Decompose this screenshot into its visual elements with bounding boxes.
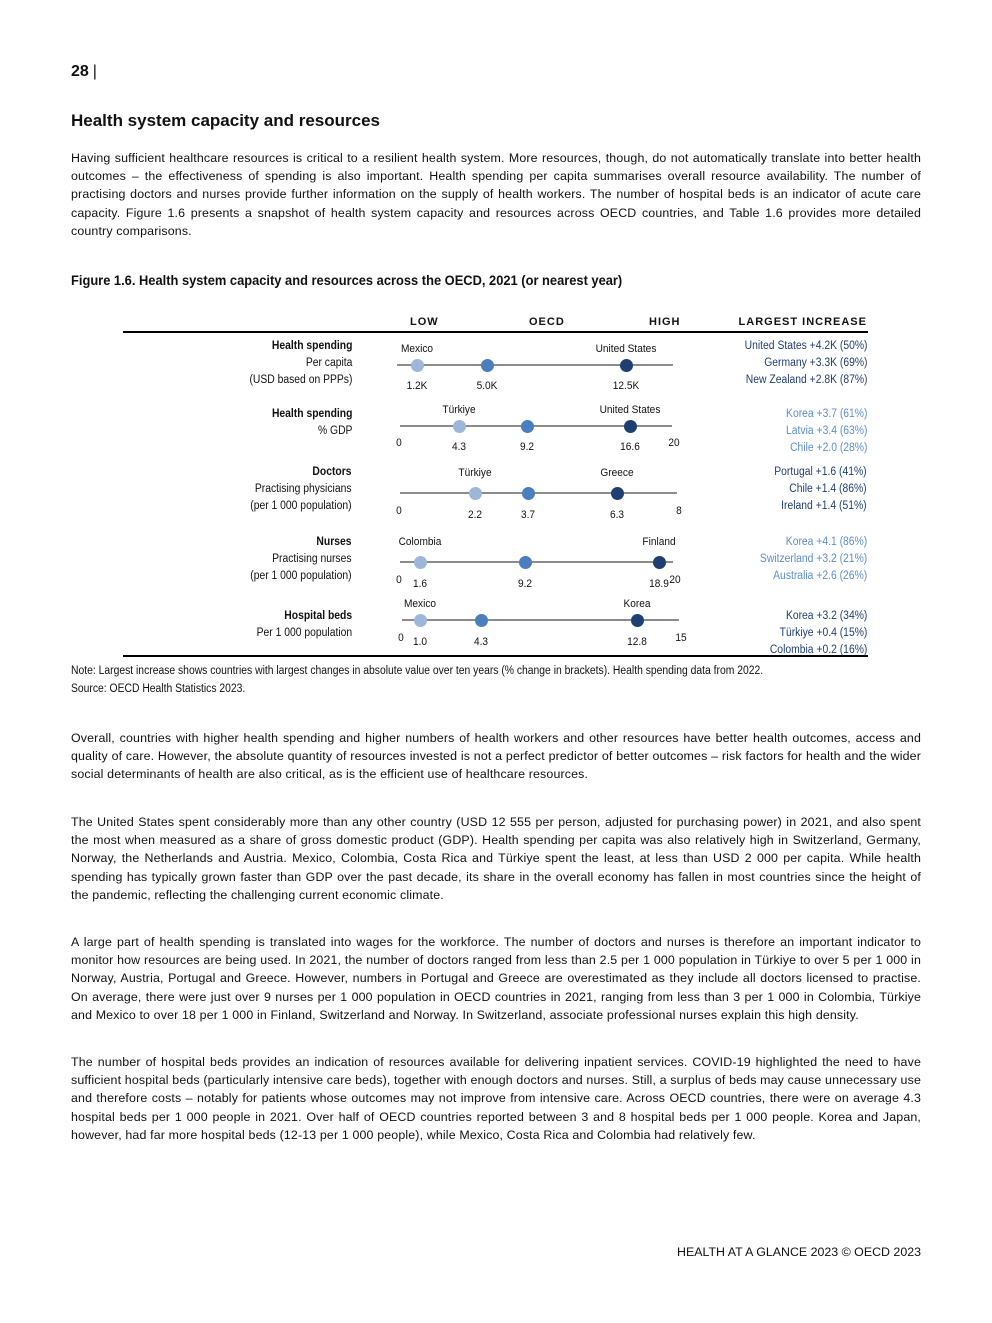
figure-source: Source: OECD Health Statistics 2023. [71,683,246,695]
header-oecd: OECD [529,316,565,328]
largest-increase-list [744,338,867,389]
axis-min-label: 0 [398,632,404,644]
body-paragraph-1: Overall, countries with higher health spending and higher numbers of health workers and other resources have better health outcomes, access and quality of care. However, the absolute quantity of resources invested is not a perfect predictor of better outcomes – risk factors for health and the wider social determinants of health are also critical, as is the efficient use of healthcare resources. [71,731,921,782]
indicator-name: Health spending [271,340,352,352]
largest-increase-item: Chile +1.4 (86%) [789,483,867,495]
high-dot [653,556,666,569]
low-country-label: Mexico [400,343,434,355]
figure-bottom-rule [123,655,868,657]
indicator-name: Hospital beds [284,610,352,622]
low-dot [469,487,482,500]
largest-increase-item: Australia +2.6 (26%) [772,570,867,582]
low-dot [411,359,424,372]
low-country-label: Türkiye [442,404,476,416]
high-value-label: 16.6 [620,441,640,453]
high-value-label: 18.9 [649,578,669,590]
largest-increase-item: Korea +3.7 (61%) [785,408,867,420]
largest-increase-item: Ireland +1.4 (51%) [781,500,867,512]
high-value-label: 12.5K [612,380,640,392]
header-high: HIGH [649,316,681,328]
low-value-label: 2.2 [467,509,483,521]
high-dot [624,420,637,433]
indicator-label [251,464,352,515]
avg-value-label: 5.0K [476,380,498,392]
avg-value-label: 9.2 [517,578,533,590]
high-dot [631,614,644,627]
indicator-label [249,338,352,389]
section-title: Health system capacity and resources [71,111,380,130]
avg-value-label: 4.3 [473,636,489,648]
axis-max-label: 8 [676,505,682,517]
low-country-label: Mexico [403,598,437,610]
high-country-label: Greece [600,467,634,479]
largest-increase-item: Latvia +3.4 (63%) [785,425,867,437]
largest-increase-item: Portugal +1.6 (41%) [774,466,867,478]
largest-increase-item: Korea +3.2 (34%) [785,610,867,622]
axis-min-label: 0 [396,505,402,517]
header-largest-increase: LARGEST INCREASE [738,316,867,328]
high-value-label: 12.8 [627,636,647,648]
high-country-label: Finland [642,536,676,548]
high-dot [620,359,633,372]
avg-value-label: 3.7 [520,509,536,521]
page-number: 28 | [71,63,97,80]
largest-increase-list [786,406,867,457]
high-dot [611,487,624,500]
avg-dot [521,420,534,433]
avg-dot [481,359,494,372]
avg-dot [475,614,488,627]
largest-increase-item: Germany +3.3K (69%) [763,357,867,369]
page-footer: HEALTH AT A GLANCE 2023 © OECD 2023 [677,1245,921,1259]
indicator-subtitle: Practising physicians [255,483,352,495]
figure-note: Note: Largest increase shows countries with largest changes in absolute value over ten years (% change in brackets). Health spending data from 2022. [71,665,764,677]
indicator-label [251,534,352,585]
indicator-name: Doctors [312,466,352,478]
indicator-subtitle: (per 1 000 population) [250,500,352,512]
body-paragraph-4: The number of hospital beds provides an indication of resources available for delivering inpatient services. COVID-19 highlighted the need to have sufficient hospital beds (particularly intensive care beds), together with enough doctors and nurses. Still, a surplus of beds may cause unnecessary use and therefore costs – notably for patients whose outcomes may not improve from intensive care. Across OECD countries, there were on average 4.3 hospital beds per 1 000 people in 2021. Over half of OECD countries reported between 3 and 8 hospital beds per 1 000 people. Korea and Japan, however, had far more hospital beds (12-13 per 1 000 people), while Mexico, Costa Rica and Colombia had relatively few. [71,1055,921,1142]
indicator-subtitle: Per 1 000 population [256,627,352,639]
high-value-label: 6.3 [609,509,625,521]
indicator-label [256,608,352,642]
axis-max-label: 15 [675,632,687,644]
largest-increase-list [760,534,867,585]
indicator-label [271,406,352,440]
largest-increase-item: Korea +4.1 (86%) [785,536,867,548]
low-country-label: Colombia [398,536,442,548]
indicator-axis [400,561,673,563]
low-value-label: 1.2K [406,380,428,392]
low-dot [414,614,427,627]
indicator-name: Health spending [271,408,352,420]
indicator-subtitle: % GDP [317,425,352,437]
indicator-subtitle: (USD based on PPPs) [249,374,352,386]
header-low: LOW [410,316,439,328]
figure-title: Figure 1.6. Health system capacity and resources across the OECD, 2021 (or nearest year) [71,272,623,288]
low-dot [414,556,427,569]
body-paragraph-3: A large part of health spending is translated into wages for the workforce. The number of doctors and nurses is therefore an important indicator to monitor how resources are being used. In 2021, the number of doctors ranged from less than 2.5 per 1 000 population in Türkiye to over 5 per 1 000 in Norway, Austria, Portugal and Greece. However, numbers in Portugal and Greece are overestimated as they include all doctors licensed to practise. On average, there were just over 9 nurses per 1 000 population in OECD countries in 2021, ranging from less than 3 per 1 000 in Colombia, Türkiye and Mexico to over 18 per 1 000 in Finland, Switzerland and Norway. In Switzerland, associate professional nurses explain this high density. [71,935,921,1022]
axis-min-label: 0 [396,437,402,449]
largest-increase-list [769,608,867,659]
high-country-label: United States [599,404,661,416]
indicator-subtitle: (per 1 000 population) [250,570,352,582]
high-country-label: United States [595,343,657,355]
largest-increase-item: Türkiye +0.4 (15%) [779,627,867,639]
avg-dot [522,487,535,500]
low-value-label: 4.3 [451,441,467,453]
avg-dot [519,556,532,569]
indicator-subtitle: Per capita [305,357,352,369]
largest-increase-item: Chile +2.0 (28%) [789,442,867,454]
figure-top-rule [123,331,868,333]
largest-increase-item: Colombia +0.2 (16%) [769,644,867,656]
high-country-label: Korea [623,598,651,610]
largest-increase-item: United States +4.2K (50%) [744,340,867,352]
largest-increase-item: Switzerland +3.2 (21%) [759,553,867,565]
low-value-label: 1.6 [412,578,428,590]
axis-min-label: 0 [396,574,402,586]
indicator-name: Nurses [316,536,352,548]
low-country-label: Türkiye [458,467,492,479]
largest-increase-item: New Zealand +2.8K (87%) [745,374,867,386]
axis-max-label: 20 [669,574,681,586]
axis-max-label: 20 [668,437,680,449]
avg-value-label: 9.2 [519,441,535,453]
indicator-axis [400,492,677,494]
intro-paragraph: Having sufficient healthcare resources is critical to a resilient health system. More resources, though, do not automatically translate into better health outcomes – the effectiveness of spending is also important. Health spending per capita summarises overall resource availability. The number of practising doctors and nurses provide further information on the supply of health workers. The number of hospital beds is an indicator of acute care capacity. Figure 1.6 presents a snapshot of health system capacity and resources across OECD countries, and Table 1.6 provides more detailed country comparisons. [71,151,921,238]
largest-increase-list [775,464,867,515]
body-paragraph-2: The United States spent considerably more than any other country (USD 12 555 per person, adjusted for purchasing power) in 2021, and also spent the most when measured as a share of gross domestic product (GDP). Health spending per capita was also relatively high in Switzerland, Germany, Norway, the Netherlands and Austria. Mexico, Colombia, Costa Rica and Türkiye spent the least, at less than USD 2 000 per capita. While health spending has typically grown faster than GDP over the past decade, its share in the overall economy has fallen in most countries since the height of the pandemic, reflecting the challenging current economic climate. [71,815,921,902]
indicator-subtitle: Practising nurses [272,553,352,565]
low-dot [453,420,466,433]
low-value-label: 1.0 [412,636,428,648]
